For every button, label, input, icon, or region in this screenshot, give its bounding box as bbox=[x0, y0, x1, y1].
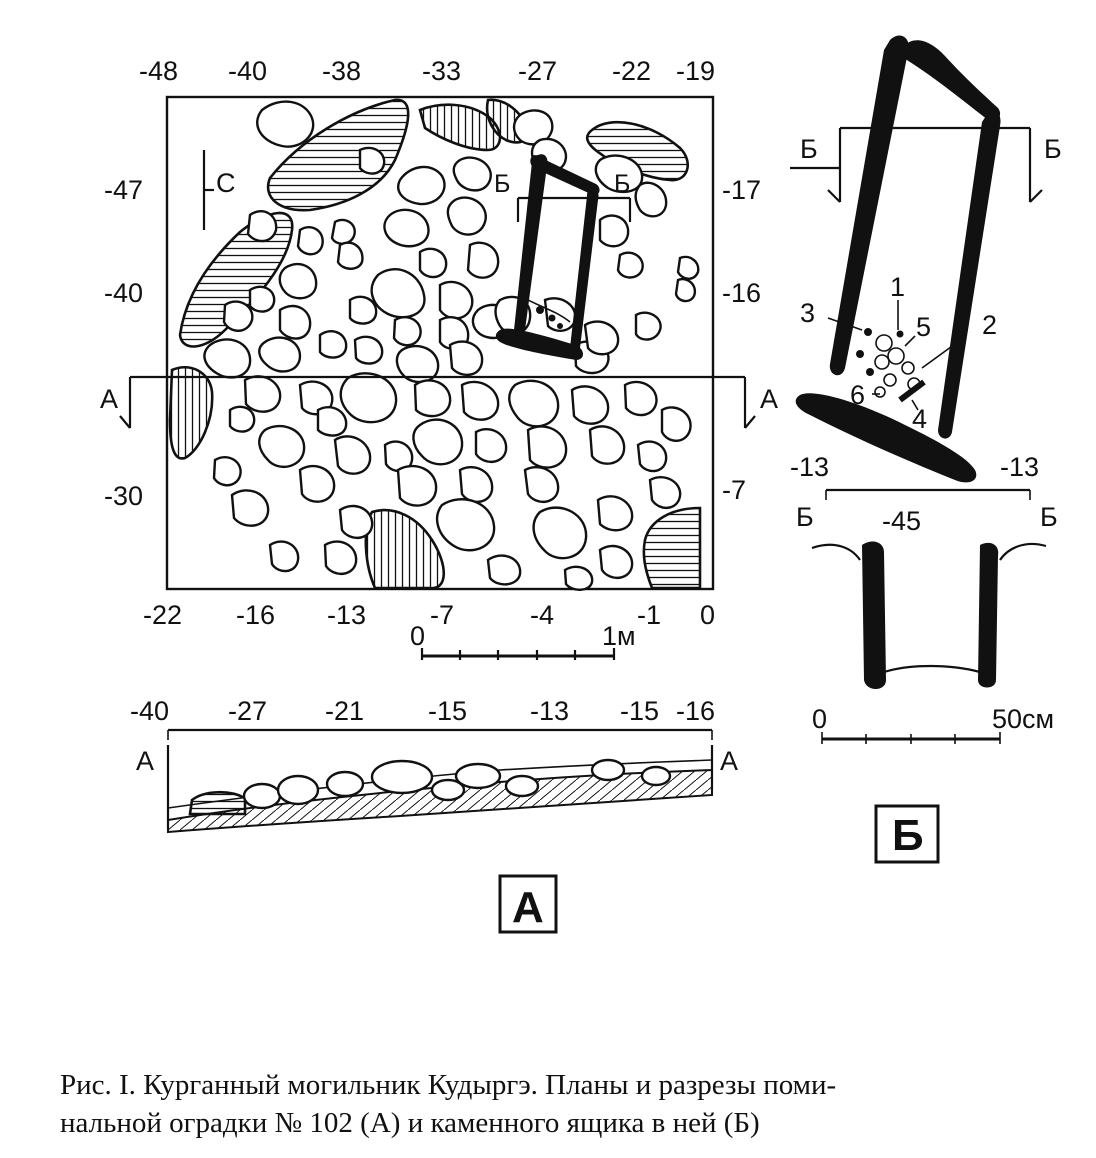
bottom-axis-label: -16 bbox=[236, 600, 276, 630]
left-axis-label: -30 bbox=[104, 481, 144, 511]
panel-a-label: А bbox=[512, 883, 544, 932]
box-wall-left bbox=[830, 36, 909, 376]
profile-axis-label: -21 bbox=[325, 696, 365, 726]
plan-b-section-label-left: Б bbox=[800, 134, 818, 164]
caption-line-2: нальной оградки № 102 (А) и каменного ящика в ней (Б) bbox=[60, 1107, 760, 1139]
bottom-axis-label: -1 bbox=[637, 600, 662, 630]
profile-b bbox=[796, 502, 1058, 862]
profile-axis-label: -15 bbox=[428, 696, 468, 726]
profile-end-label-right: А bbox=[720, 746, 739, 776]
plan-a-top-axis bbox=[139, 56, 715, 86]
find-number: 1 bbox=[890, 272, 906, 302]
bottom-axis-label: 0 bbox=[700, 600, 716, 630]
profile-axis-label: -27 bbox=[228, 696, 268, 726]
find-number: 6 bbox=[850, 380, 866, 410]
profile-b-scale-end: 50см bbox=[992, 704, 1055, 734]
bottom-axis-label: -4 bbox=[530, 600, 555, 630]
top-axis-label: -38 bbox=[322, 56, 362, 86]
find-number: 4 bbox=[912, 404, 928, 434]
figure-caption bbox=[60, 1066, 1070, 1142]
profile-axis-label: -15 bbox=[620, 696, 660, 726]
right-axis-label: -16 bbox=[722, 278, 762, 308]
profile-a-axis bbox=[130, 696, 715, 740]
section-label-right: А bbox=[760, 384, 779, 414]
scale-end-label: 1м bbox=[602, 621, 636, 651]
panel-b-label: Б bbox=[892, 811, 924, 860]
profile-end-label-left: А bbox=[136, 746, 155, 776]
bottom-axis-label: -13 bbox=[327, 600, 367, 630]
section-label-left: А bbox=[100, 384, 119, 414]
profile-b-scale-start: 0 bbox=[812, 704, 828, 734]
top-axis-label: -40 bbox=[228, 56, 268, 86]
profile-axis-label: -13 bbox=[530, 696, 570, 726]
top-axis-label: -19 bbox=[676, 56, 716, 86]
profile-axis-label: -40 bbox=[130, 696, 170, 726]
profile-a bbox=[130, 696, 738, 932]
top-axis-label: -33 bbox=[422, 56, 462, 86]
top-axis-label: -48 bbox=[139, 56, 179, 86]
find-number: 2 bbox=[982, 310, 998, 340]
profile-b-slab-right bbox=[978, 543, 998, 688]
right-axis-label: -7 bbox=[722, 475, 747, 505]
plan-b bbox=[790, 36, 1062, 500]
profile-b-slab-left bbox=[862, 541, 886, 689]
profile-axis-label: -16 bbox=[676, 696, 716, 726]
left-axis-label: -40 bbox=[104, 278, 144, 308]
box-wall-right bbox=[938, 110, 1001, 439]
box-section-label-right: Б bbox=[614, 170, 631, 198]
profile-b-depth-label: -45 bbox=[882, 506, 922, 536]
bottom-axis-label: -7 bbox=[430, 600, 455, 630]
box-wall-top bbox=[902, 40, 1000, 121]
box-section-label-left: Б bbox=[494, 170, 511, 198]
profile-b-label-left: Б bbox=[796, 502, 814, 532]
caption-line-1: Рис. I. Курганный могильник Кудыргэ. Планы и разрезы поми- bbox=[60, 1069, 837, 1101]
plan-b-section-label-right: Б bbox=[1044, 134, 1062, 164]
plan-b-axis-right: -13 bbox=[1000, 452, 1040, 482]
top-axis-label: -22 bbox=[612, 56, 652, 86]
north-label: С bbox=[216, 168, 236, 198]
bottom-axis-label: -22 bbox=[143, 600, 183, 630]
scale-start-label: 0 bbox=[410, 621, 426, 651]
find-number: 3 bbox=[800, 298, 816, 328]
right-axis-label: -17 bbox=[722, 175, 762, 205]
plan-b-section-marks bbox=[790, 128, 1062, 202]
find-number: 5 bbox=[916, 312, 932, 342]
stone-box-outline bbox=[496, 154, 600, 360]
left-axis-label: -47 bbox=[104, 175, 144, 205]
north-arrow bbox=[204, 150, 236, 230]
plan-b-axis-left: -13 bbox=[790, 452, 830, 482]
top-axis-label: -27 bbox=[518, 56, 558, 86]
profile-b-label-right: Б bbox=[1040, 502, 1058, 532]
